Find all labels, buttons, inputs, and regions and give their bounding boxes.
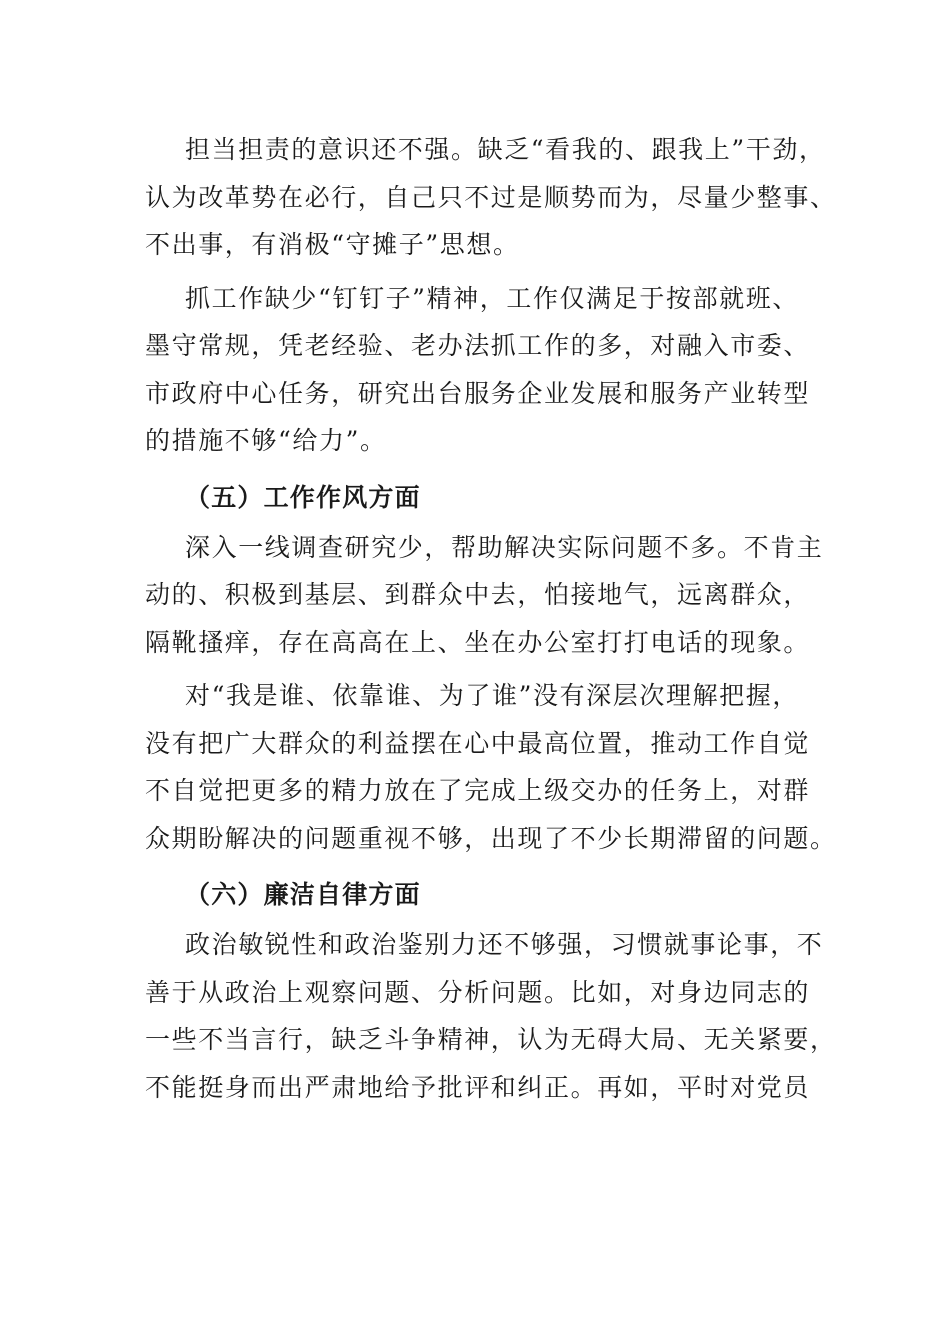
text-line: 市政府中心任务，研究出台服务企业发展和服务产业转型 (145, 378, 811, 408)
text-line: 墨守常规，凭老经验、老办法抓工作的多，对融入市委、 (145, 331, 811, 360)
text-line: 抓工作缺少“钉钉子”精神，工作仅满足于按部就班、 (185, 283, 799, 313)
text-line: 动的、积极到基层、到群众中去，怕接地气，远离群众， (145, 580, 811, 609)
text-line: 不能挺身而出严肃地给予批评和纠正。再如，平时对党员 (145, 1072, 811, 1102)
text-line: 不自觉把更多的精力放在了完成上级交办的任务上，对群 (145, 776, 811, 805)
text-line: 善于从政治上观察问题、分析问题。比如，对身边同志的 (145, 977, 811, 1007)
text-line: 一些不当言行，缺乏斗争精神，认为无碍大局、无关紧要， (145, 1025, 837, 1054)
text-line: 隔靴搔痒，存在高高在上、坐在办公室打打电话的现象。 (145, 627, 811, 657)
text-line: 担当担责的意识还不强。缺乏“看我的、跟我上”干劲， (185, 135, 826, 164)
text-line: 众期盼解决的问题重视不够，出现了不少长期滞留的问题。 (145, 823, 837, 853)
text-line: 认为改革势在必行，自己只不过是顺势而为，尽量少整事、 (145, 182, 837, 212)
text-line: 深入一线调查研究少，帮助解决实际问题不多。不肯主 (185, 532, 824, 562)
text-line: 对“我是谁、依靠谁、为了谁”没有深层次理解把握， (185, 681, 799, 710)
paragraph-field-research (145, 524, 824, 667)
section-heading-integrity: （六）廉洁自律方面 (185, 880, 421, 909)
paragraph-responsibility (145, 126, 837, 269)
paragraph-mass-line (145, 672, 837, 862)
section-heading-work-style: （五）工作作风方面 (185, 482, 421, 512)
text-line: 政治敏锐性和政治鉴别力还不够强，习惯就事论事，不 (185, 930, 824, 959)
paragraph-political-sensitivity (145, 921, 837, 1111)
document-body (145, 126, 837, 1117)
text-line: 不出事，有消极“守摊子”思想。 (145, 230, 520, 259)
text-line: 的措施不够“给力”。 (145, 426, 387, 455)
text-line: 没有把广大群众的利益摆在心中最高位置，推动工作自觉 (145, 728, 811, 758)
paragraph-work-spirit (145, 275, 810, 465)
